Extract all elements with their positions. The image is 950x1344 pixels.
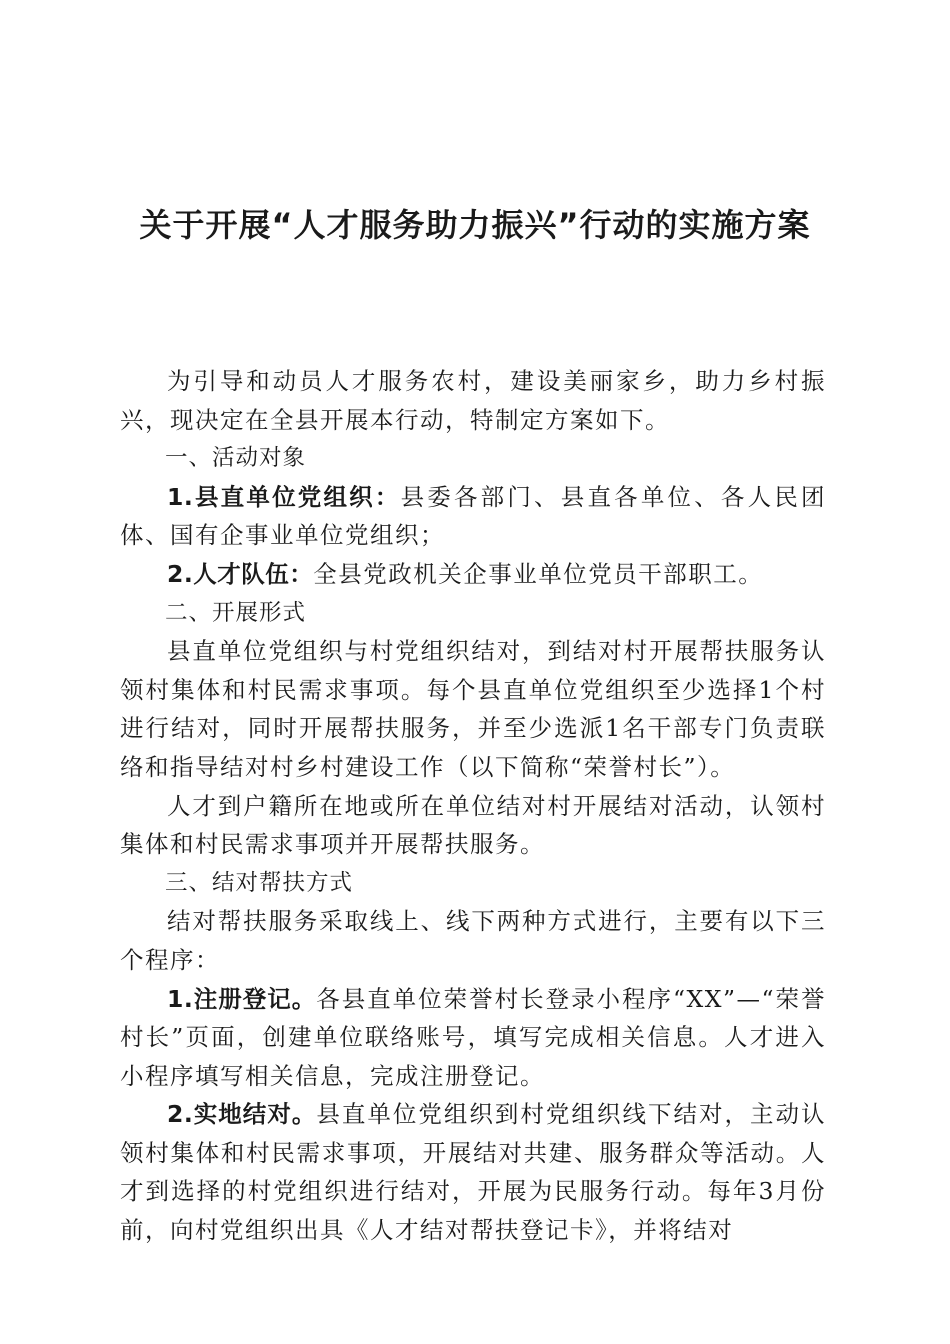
- paragraph-item: [120, 478, 826, 555]
- paragraph-body: [120, 632, 826, 786]
- paragraph-lead: 1.注册登记。: [167, 984, 317, 1013]
- paragraph-text: 县直单位党组织到村党组织线下结对，主动认领村集体和村民需求事项，开展结对共建、服务群众等活动。人才到选择的村党组织进行结对，开展为民服务行动。每年3月份前，向村党组织出具《人才结对帮扶登记卡》，并将结对: [120, 1100, 827, 1245]
- paragraph-lead: 2.实地结对。: [167, 1100, 317, 1129]
- section-heading-methods: 三、结对帮扶方式: [165, 869, 354, 896]
- document-body: [120, 362, 826, 1250]
- paragraph-text: 为引导和动员人才服务农村，建设美丽家乡，助力乡村振兴，现决定在全县开展本行动，特制定方案如下。: [120, 367, 826, 434]
- paragraph-text: 各县直单位荣誉村长登录小程序“XX”—“荣誉村长”页面，创建单位联络账号，填写完成相关信息。人才进入小程序填写相关信息，完成注册登记。: [120, 984, 826, 1090]
- section-heading-form: 二、开展形式: [165, 599, 307, 626]
- paragraph-lead: 2.人才队伍：: [167, 559, 314, 588]
- paragraph-item: [120, 1095, 826, 1249]
- paragraph-body: [120, 902, 826, 979]
- paragraph-text: 县委各部门、县直各单位、各人民团体、国有企事业单位党组织；: [120, 482, 827, 550]
- paragraph-lead: 1.县直单位党组织：: [167, 482, 401, 511]
- paragraph-item: [120, 555, 826, 594]
- paragraph-intro: [120, 362, 826, 439]
- paragraph-text: 全县党政机关企事业单位党员干部职工。: [313, 559, 764, 588]
- paragraph-item: [120, 980, 826, 1096]
- section-heading-targets: 一、活动对象: [165, 445, 307, 472]
- paragraph-body: [120, 787, 826, 864]
- document-title: 关于开展“人才服务助力振兴”行动的实施方案: [139, 206, 811, 244]
- paragraph-text: 结对帮扶服务采取线上、线下两种方式进行，主要有以下三个程序：: [120, 907, 826, 974]
- paragraph-text: 县直单位党组织与村党组织结对，到结对村开展帮扶服务认领村集体和村民需求事项。每个县直单位党组织至少选择1个村进行结对，同时开展帮扶服务，并至少选派1名干部专门负责联络和指导结对村乡村建设工作（以下简称“荣誉村长”）。: [120, 637, 826, 781]
- paragraph-text: 人才到户籍所在地或所在单位结对村开展结对活动，认领村集体和村民需求事项并开展帮扶服务。: [120, 791, 826, 859]
